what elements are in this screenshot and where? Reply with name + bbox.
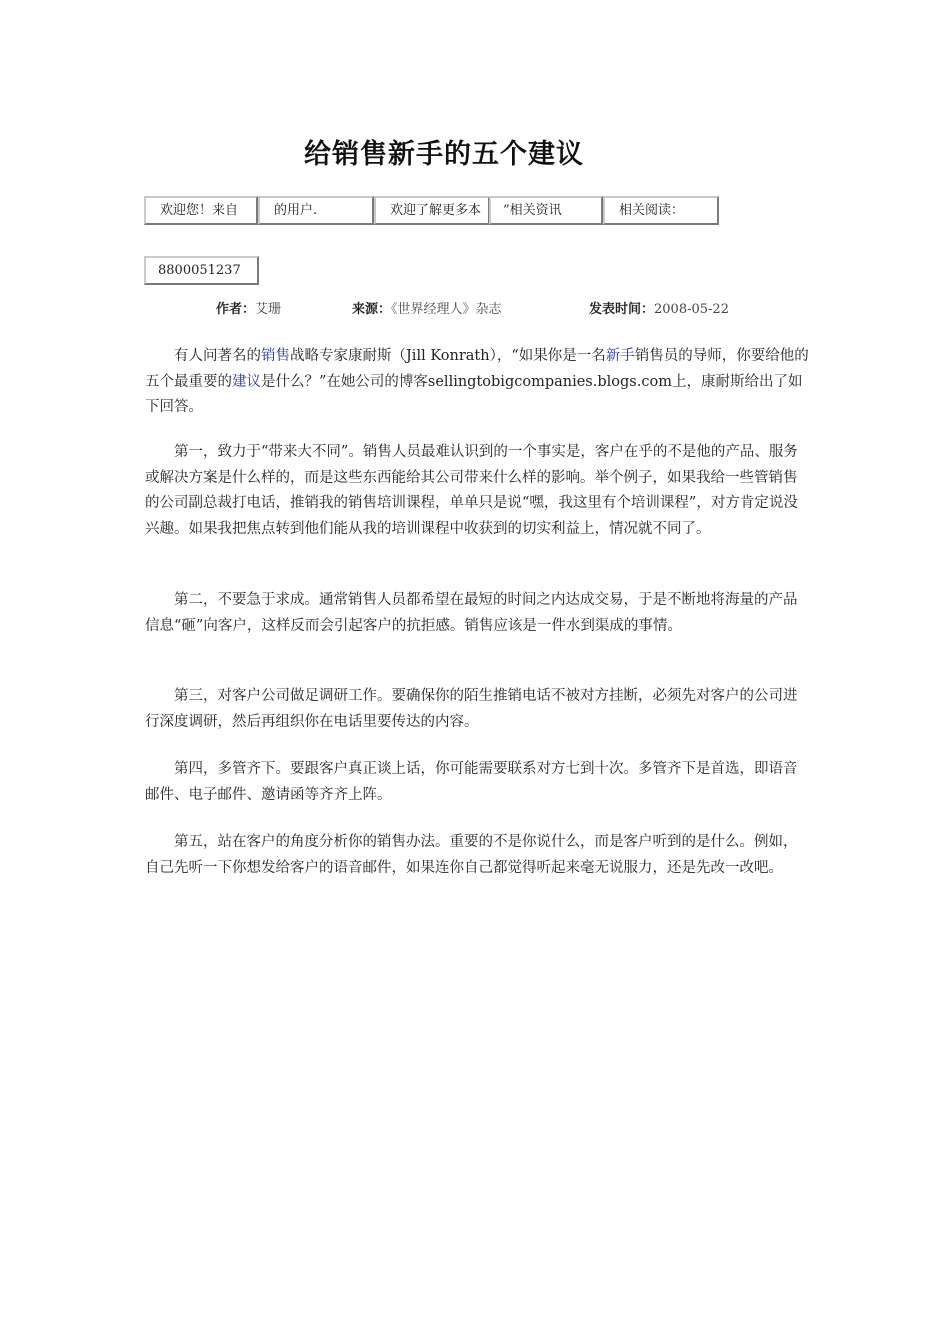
link-sales[interactable]: 销售	[261, 348, 290, 364]
paragraph-point-4: 第四，多管齐下。要跟客户真正谈上话，你可能需要联系对方七到十次。多管齐下是首选，即语音邮件、电子邮件、邀请函等齐齐上阵。	[145, 761, 798, 803]
byline-author	[216, 300, 281, 320]
paragraph-point-5: 第五，站在客户的角度分析你的销售办法。重要的不是你说什么，而是客户听到的是什么。例如，自己先听一下你想发给客户的语音邮件，如果连你自己都觉得听起来毫无说服力，还是先改一改吧。	[145, 834, 798, 876]
header-box-user-text: 的用户.	[274, 203, 318, 218]
date-label: 发表时间：	[589, 302, 655, 317]
header-box-welcome	[144, 196, 258, 225]
intro-text-1: 有人问著名的	[174, 348, 261, 364]
header-box-more	[374, 196, 490, 225]
id-box-text: 8800051237	[158, 263, 241, 278]
page-title: 给销售新手的五个建议	[304, 139, 584, 170]
author-label: 作者：	[216, 302, 256, 317]
header-box-related-info	[489, 196, 603, 225]
intro-text-4: 是什么？”在她公司的博客sellingtobigcompanies.blogs.com上，康耐斯给出了如下回答。	[145, 373, 803, 415]
paragraph-point-1: 第一，致力于“带来大不同”。销售人员最难认识到的一个事实是，客户在乎的不是他的产品、服务或解决方案是什么样的，而是这些东西能给其公司带来什么样的影响。举个例子，如果我给一些管销售的公司副总裁打电话，推销我的销售培训课程，单单只是说“嘿，我这里有个培训课程”，对方肯定说没兴趣。如果我把焦点转到他们能从我的培训课程中收获到的切实利益上，情况就不同了。	[145, 444, 798, 537]
paragraph-point-3: 第三，对客户公司做足调研工作。要确保你的陌生推销电话不被对方挂断，必须先对客户的公司进行深度调研，然后再组织你在电话里要传达的内容。	[145, 688, 798, 730]
source-name: 《世界经理人》杂志	[391, 302, 502, 317]
header-box-related-reading	[603, 196, 719, 225]
author-name: 艾珊	[255, 302, 282, 317]
header-box-welcome-text: 欢迎您！来自	[160, 203, 239, 218]
header-box-user	[258, 196, 374, 225]
byline-source	[352, 300, 502, 320]
header-box-related-reading-text: 相关阅读：	[619, 203, 685, 218]
header-box-related-info-text: ”相关资讯	[503, 203, 562, 218]
intro-text-3: 销售员的导师，你要给他的五个最重要的	[145, 348, 809, 390]
link-newbie[interactable]: 新手	[605, 348, 635, 364]
byline-date	[589, 300, 729, 320]
intro-paragraph	[145, 344, 810, 421]
intro-text-2: 战略专家康耐斯（Jill Konrath），“如果你是一名	[290, 348, 606, 364]
paragraph-point-2: 第二，不要急于求成。通常销售人员都希望在最短的时间之内达成交易，于是不断地将海量的产品信息“砸”向客户，这样反而会引起客户的抗拒感。销售应该是一件水到渠成的事情。	[145, 592, 798, 634]
publish-date: 2008-05-22	[654, 302, 729, 317]
source-label: 来源：	[352, 302, 392, 317]
link-advice[interactable]: 建议	[232, 373, 261, 390]
header-box-more-text: 欢迎了解更多本	[390, 203, 482, 218]
id-box	[144, 256, 259, 285]
